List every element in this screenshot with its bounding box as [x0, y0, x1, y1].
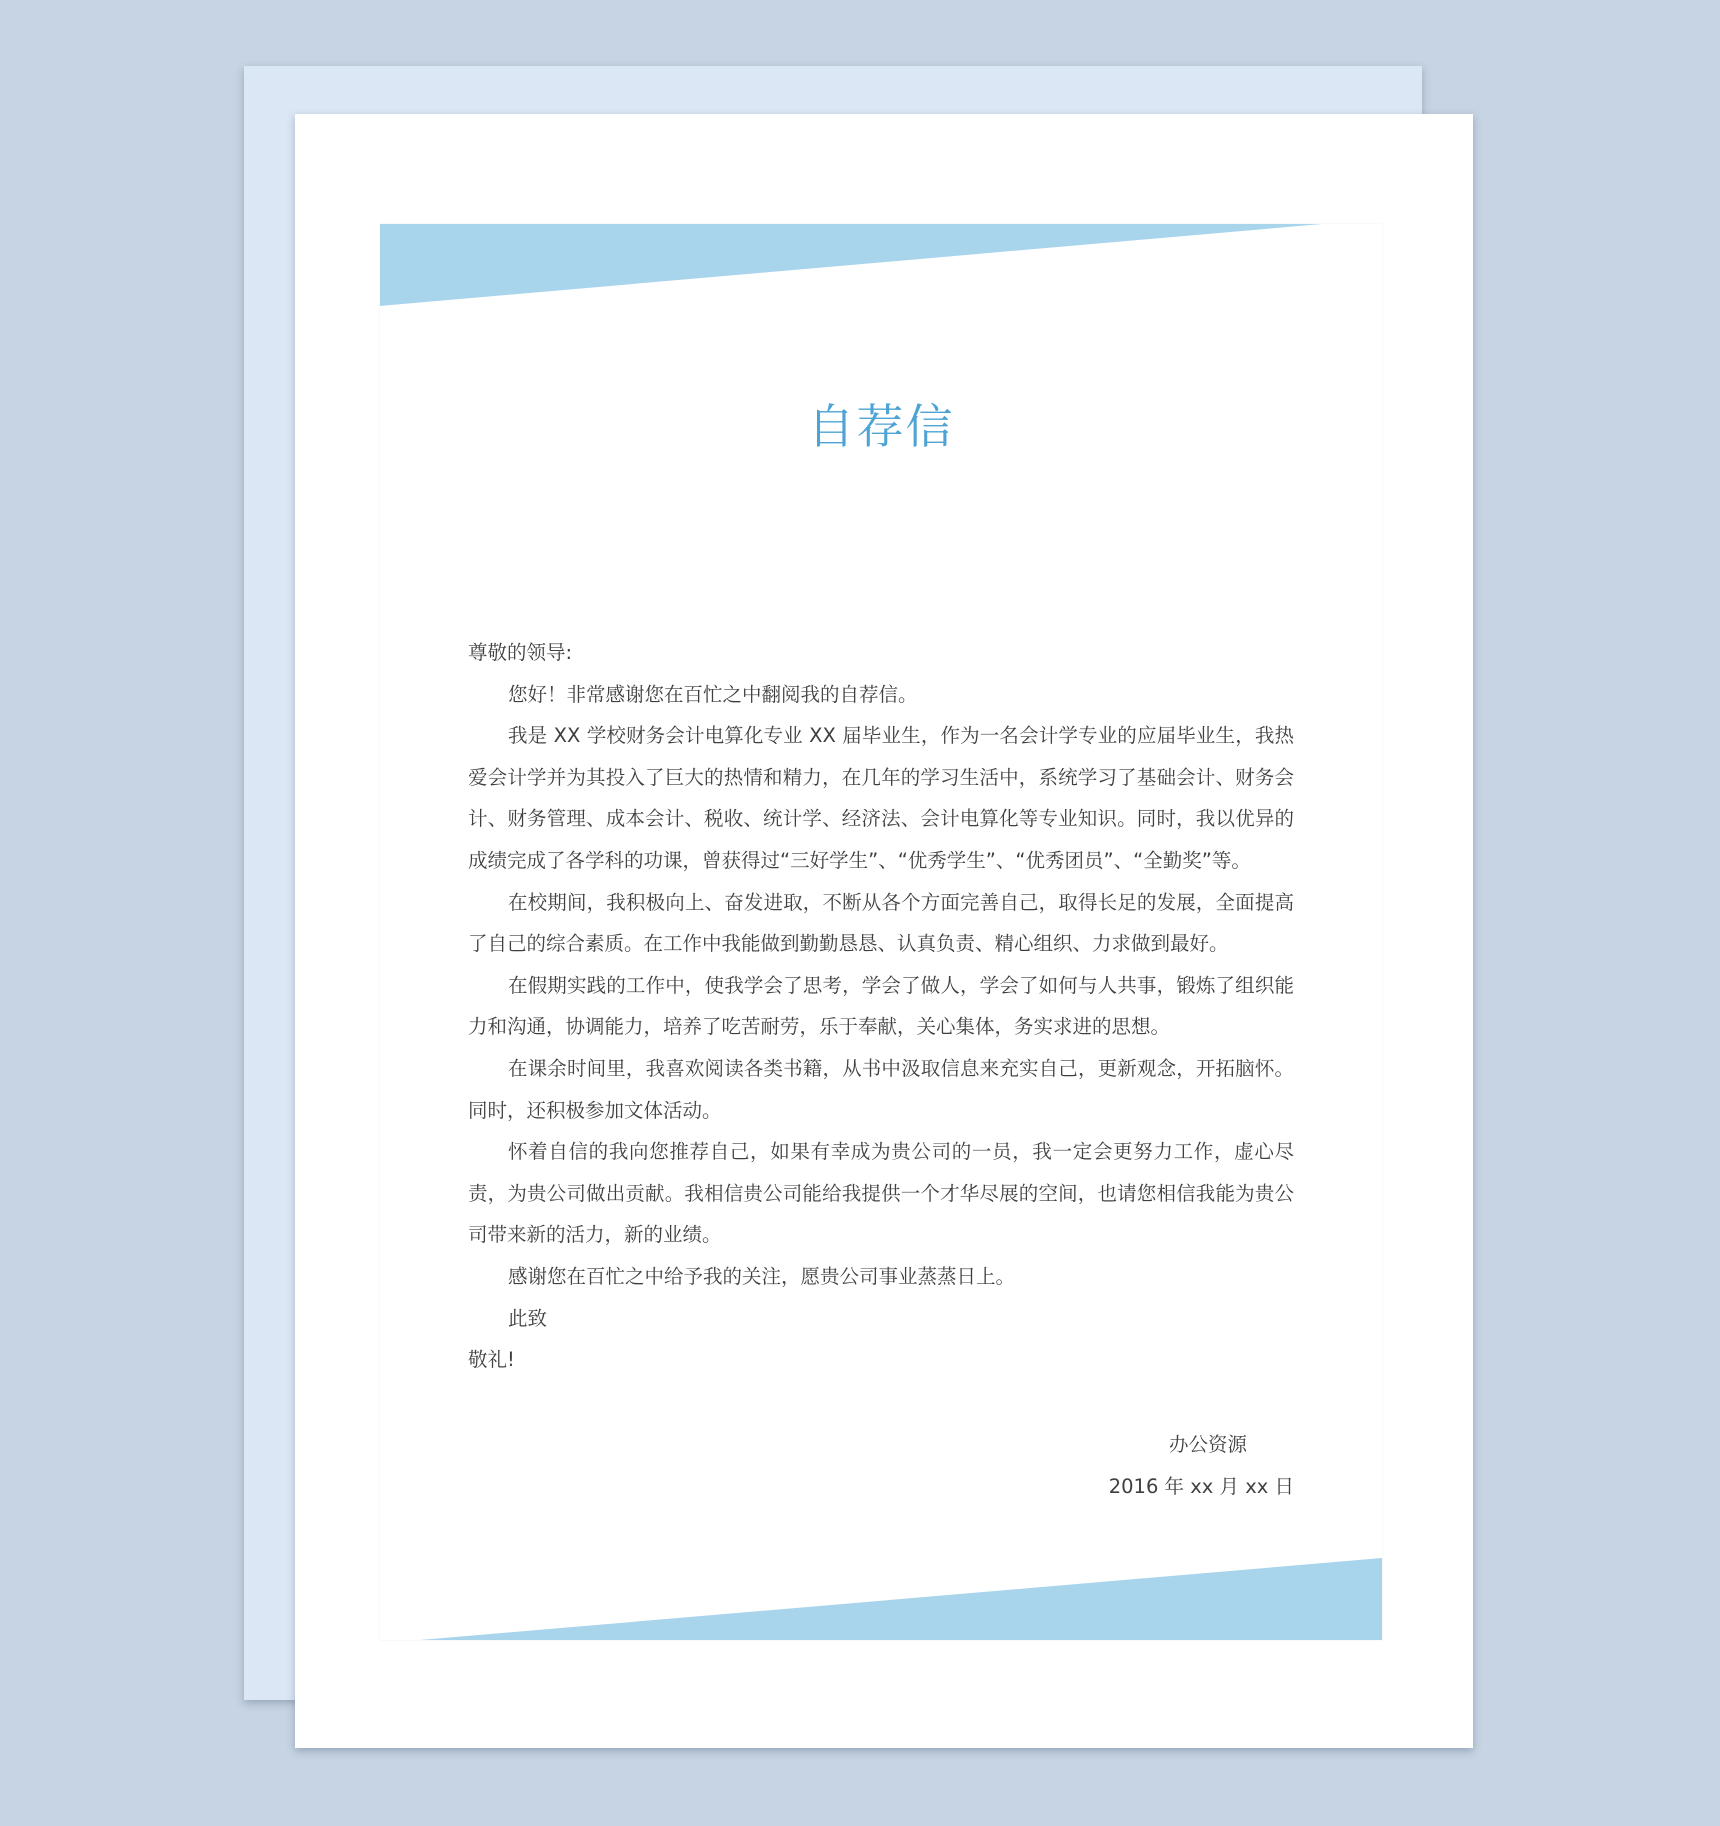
- letter-page: [380, 224, 1382, 1640]
- salutation: 尊敬的领导:: [468, 641, 573, 664]
- signature-block: [468, 1424, 1294, 1507]
- paragraph: 在校期间，我积极向上、奋发进取，不断从各个方面完善自己，取得长足的发展，全面提高了自己的综合素质。在工作中我能做到勤勤恳恳、认真负责、精心组织、力求做到最好。: [468, 890, 1294, 956]
- bottom-accent-stripe: [380, 1558, 1382, 1640]
- closing-line: 此致: [508, 1306, 548, 1330]
- paragraph: 在课余时间里，我喜欢阅读各类书籍，从书中汲取信息来充实自己，更新观念，开拓脑怀。同时，还积极参加文体活动。: [468, 1056, 1294, 1122]
- letter-body: [468, 632, 1294, 1381]
- paragraph: 感谢您在百忙之中给予我的关注，愿贵公司事业蒸蒸日上。: [508, 1264, 1016, 1288]
- paragraph: 在假期实践的工作中，使我学会了思考，学会了做人，学会了如何与人共事，锻炼了组织能力和沟通，协调能力，培养了吃苦耐劳，乐于奉献，关心集体，务实求进的思想。: [468, 973, 1294, 1039]
- greeting: 您好！非常感谢您在百忙之中翻阅我的自荐信。: [508, 682, 918, 706]
- signature-name: 办公资源: [1168, 1433, 1247, 1456]
- paragraph: 我是 XX 学校财务会计电算化专业 XX 届毕业生，作为一名会计学专业的应届毕业生，我热爱会计学并为其投入了巨大的热情和精力，在几年的学习生活中，系统学习了基础会计、财务会计、财务管理、成本会计、税收、统计学、经济法、会计电算化等专业知识。同时，我以优异的成绩完成了各学科的功课，曾获得过“三好学生”、“优秀学生”、“优秀团员”、“全勤奖”等。: [468, 724, 1294, 872]
- closing-salute: 敬礼!: [468, 1348, 515, 1372]
- signature-date: 2016 年 xx 月 xx 日: [1108, 1474, 1294, 1498]
- top-accent-stripe: [380, 224, 1382, 306]
- front-paper-sheet: [295, 114, 1473, 1748]
- letter-title: 自荐信: [807, 400, 955, 455]
- paragraph: 怀着自信的我向您推荐自己，如果有幸成为贵公司的一员，我一定会更努力工作，虚心尽责，为贵公司做出贡献。我相信贵公司能给我提供一个才华尽展的空间，也请您相信我能为贵公司带来新的活力，新的业绩。: [468, 1140, 1294, 1247]
